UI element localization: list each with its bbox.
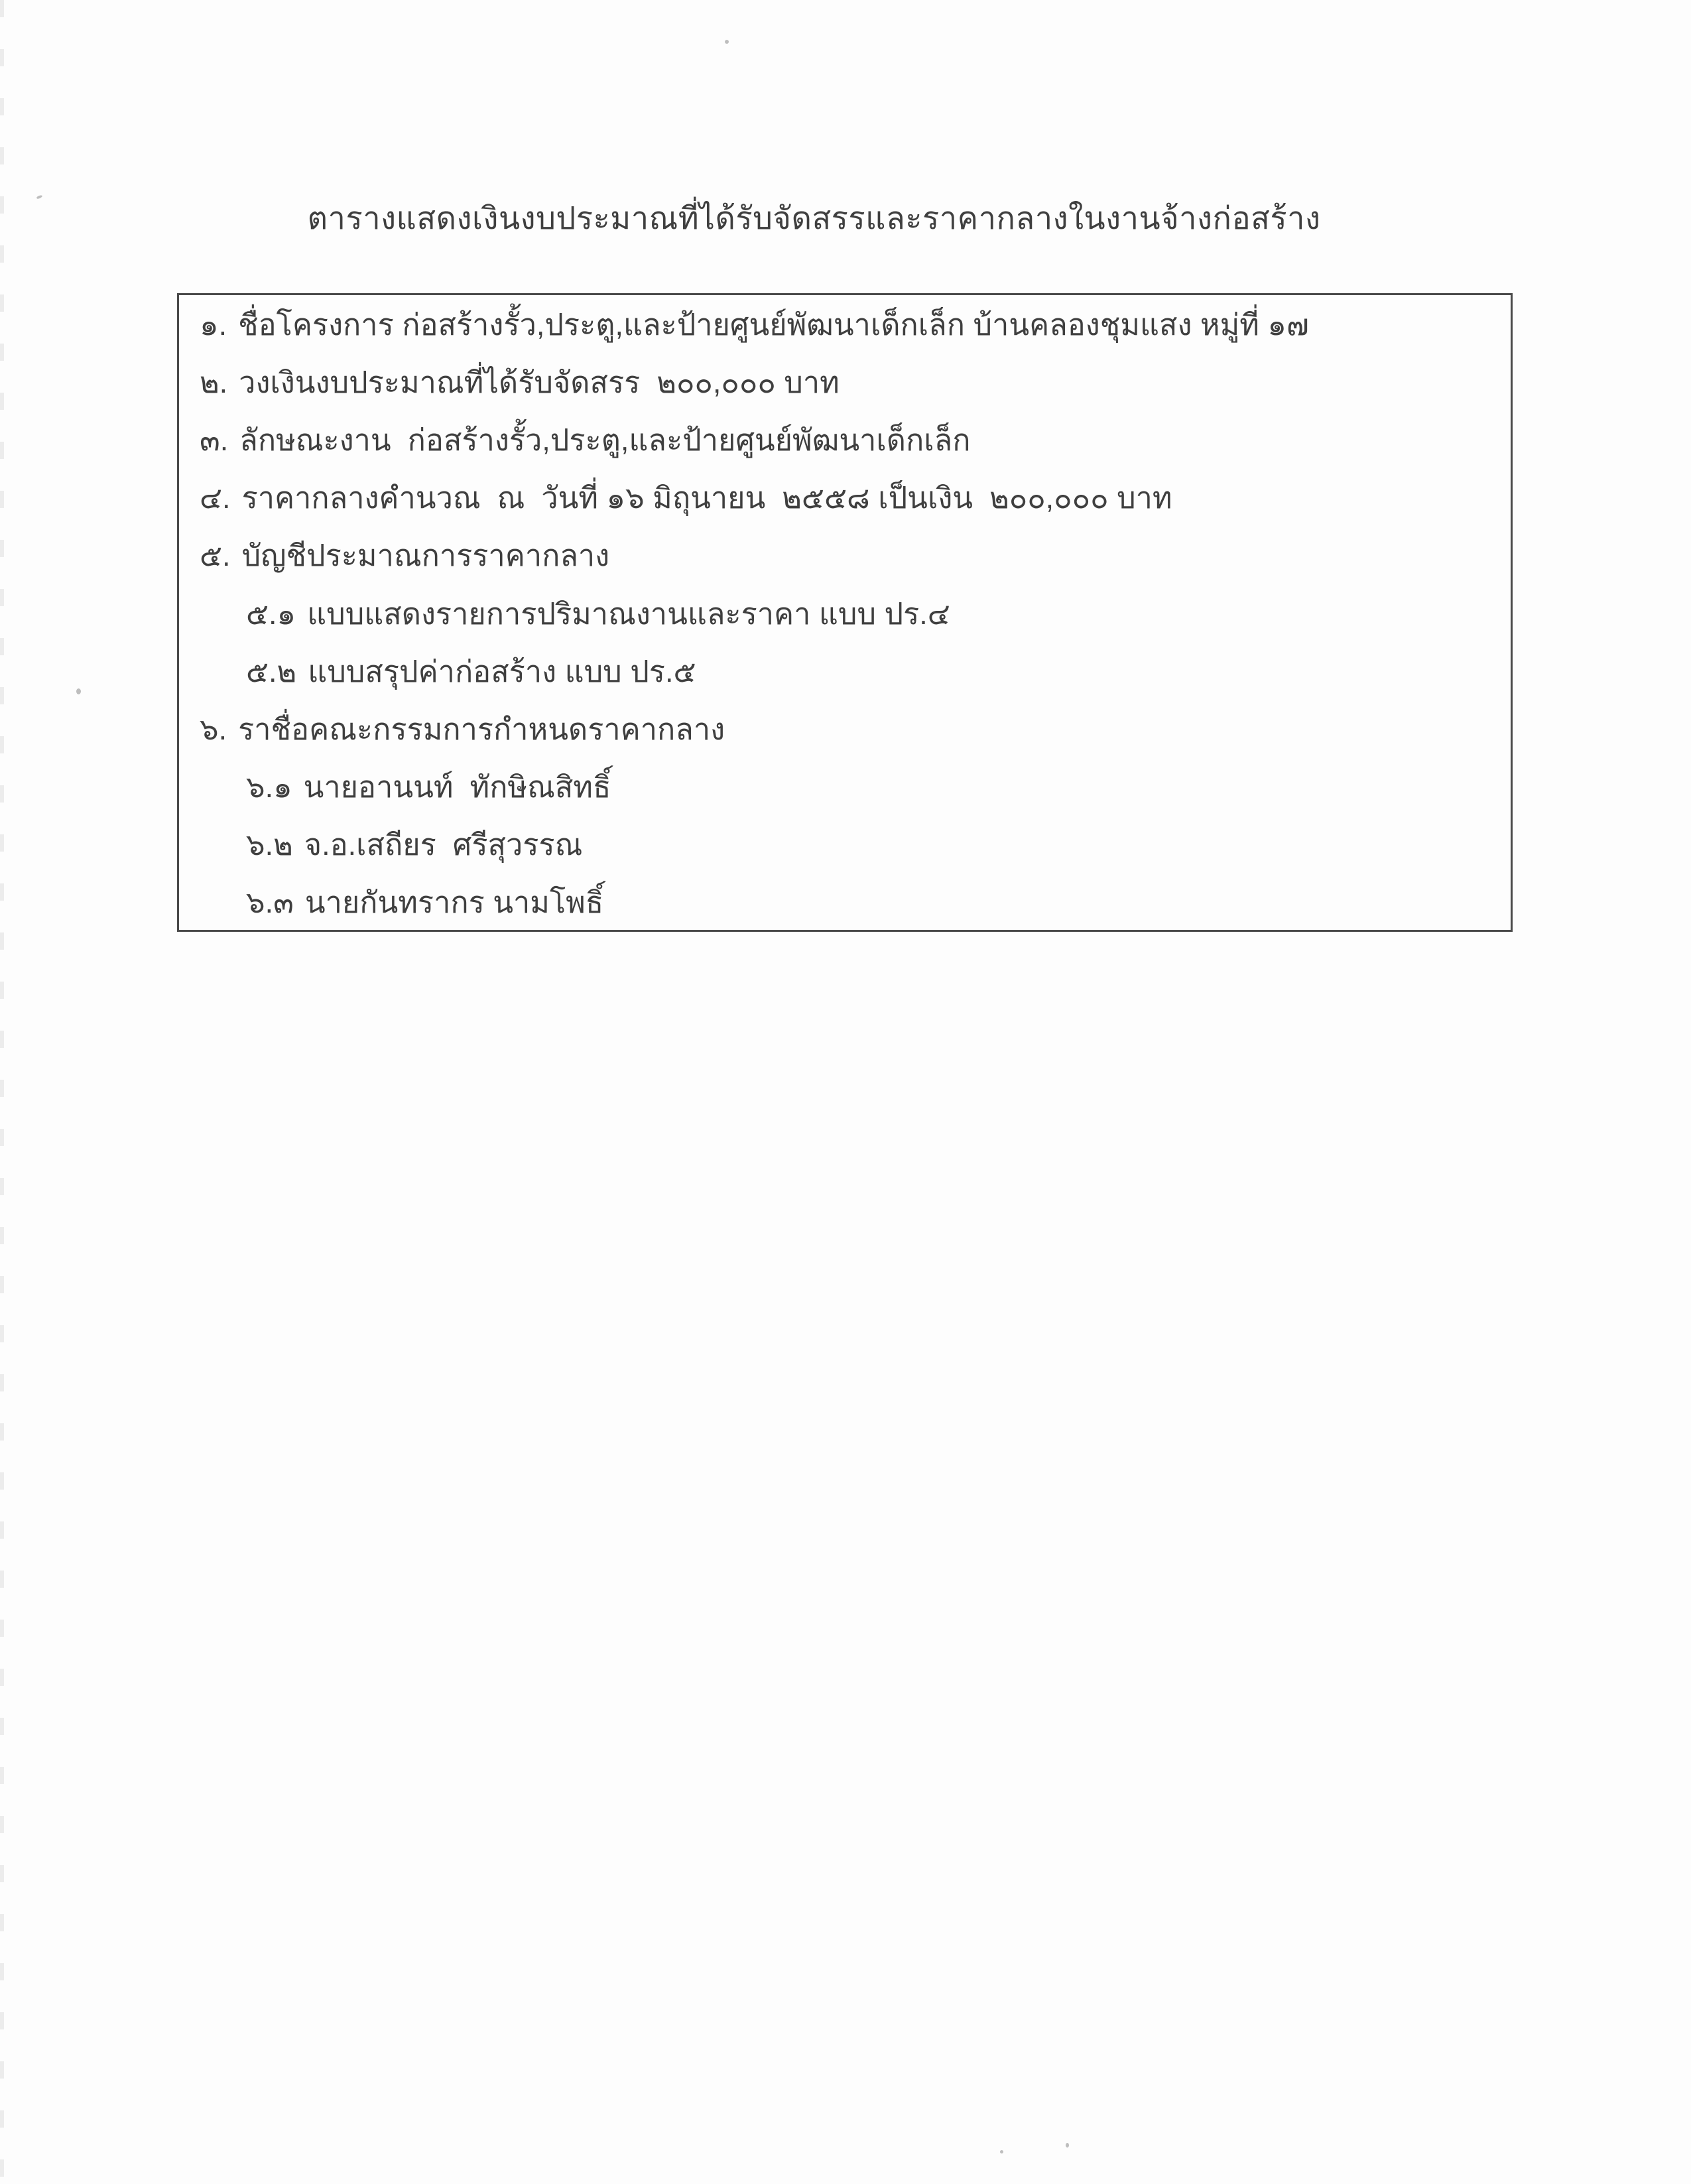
item-text: แบบแสดงรายการปริมาณงานและราคา แบบ ปร.๔ <box>307 596 950 631</box>
item-text: ราคากลางคำนวณ ณ วันที่ ๑๖ มิถุนายน ๒๕๕๘ เป็นเงิน ๒๐๐,๐๐๐ บาท <box>241 481 1172 515</box>
item-text: บัญชีประมาณการราคากลาง <box>241 539 610 573</box>
document-line <box>179 816 1511 873</box>
scan-speck <box>1066 2143 1069 2148</box>
item-text: ลักษณะงาน ก่อสร้างรั้ว,ประตู,และป้ายศูนย์พัฒนาเด็กเล็ก <box>239 422 971 457</box>
item-text: จ.อ.เสถียร ศรีสุวรรณ <box>304 828 583 862</box>
budget-summary-box <box>177 293 1513 932</box>
item-text: นายอานนท์ ทักษิณสิทธิ์ <box>303 770 611 804</box>
scan-speck <box>1000 2150 1003 2153</box>
document-line <box>179 295 1511 353</box>
document-line <box>179 527 1511 584</box>
scan-speck <box>725 40 729 44</box>
item-number: ๒. <box>200 365 228 399</box>
document-line <box>179 758 1511 816</box>
item-text: ราชื่อคณะกรรมการกำหนดราคากลาง <box>238 712 725 746</box>
item-text: ชื่อโครงการ ก่อสร้างรั้ว,ประตู,และป้ายศูนย์พัฒนาเด็กเล็ก บ้านคลองชุมแสง หมู่ที่ ๑๗ <box>238 307 1309 342</box>
item-number: ๖.๓ <box>246 885 294 920</box>
scan-speck <box>76 688 81 694</box>
document-line <box>179 584 1511 642</box>
item-text: แบบสรุปค่าก่อสร้าง แบบ ปร.๕ <box>308 654 696 688</box>
item-number: ๓. <box>200 422 229 457</box>
item-text: วงเงินงบประมาณที่ได้รับจัดสรร ๒๐๐,๐๐๐ บาท <box>239 365 840 399</box>
item-number: ๕. <box>200 539 231 573</box>
document-line <box>179 411 1511 468</box>
document-line <box>179 642 1511 700</box>
document-line <box>179 873 1511 931</box>
item-number: ๖. <box>200 712 227 746</box>
document-line <box>179 700 1511 757</box>
item-text: นายกันทรากร นามโพธิ์ <box>304 885 604 920</box>
item-number: ๖.๑ <box>246 770 292 804</box>
document-line <box>179 469 1511 527</box>
item-number: ๑. <box>200 307 227 342</box>
item-number: ๕.๑ <box>246 596 296 631</box>
document-line <box>179 353 1511 411</box>
scan-edge-artifact <box>0 0 4 2184</box>
document-title: ตารางแสดงเงินงบประมาณที่ได้รับจัดสรรและราคากลางในงานจ้างก่อสร้าง <box>307 200 1321 235</box>
item-number: ๕.๒ <box>246 654 297 688</box>
item-number: ๔. <box>200 481 231 515</box>
item-number: ๖.๒ <box>246 828 293 862</box>
